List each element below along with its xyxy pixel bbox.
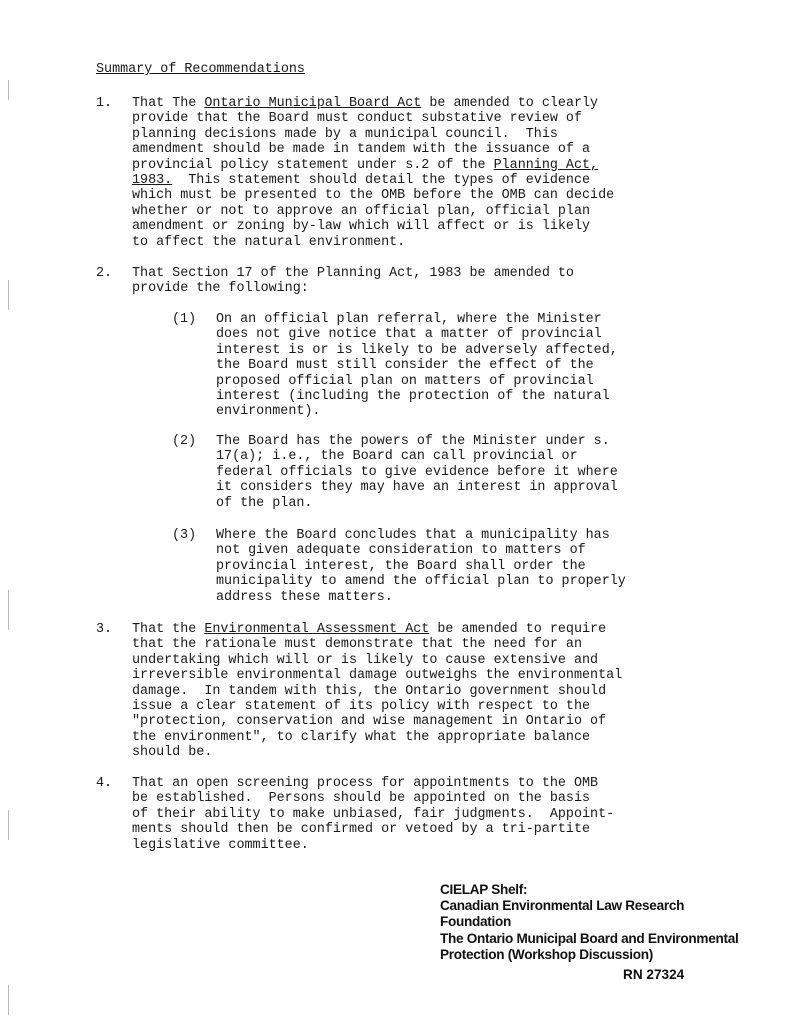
scan-margin-mark [8,985,9,1015]
scan-margin-mark [8,590,9,630]
item-number: 1. [96,96,113,111]
act-name: Ontario Municipal Board Act [204,96,422,111]
item-text: That an open screening process for appointments to the OMB be established. Persons should be appointed on the basis of their ability to make unbiased, fair judgments. Appoint- ments should then be confirmed or vetoed by a tri-partite legislative committee. [132,776,615,853]
sub-item-number: (3) [172,528,197,543]
item-number: 4. [96,776,113,791]
sub-item-3 [172,528,732,605]
sub-item-1 [172,312,732,420]
item-text: That Section 17 of the Planning Act, 1983 be amended to provide the following: [132,266,574,297]
scan-margin-mark [8,280,9,310]
recommendation-2 [96,266,746,297]
item-text: That The Ontario Municipal Board Act be amended to clearly provide that the Board must conduct substative review of planning decisions made by a municipal council. This amendment should be made in tandem with the issuance of a provincial policy statement under s.2 of the Planning Act, 1983. This statement should detail the types of evidence which must be presented to the OMB before the OMB can decide whether or not to approve an official plan, official plan amendment or zoning by-law which will affect or is likely to affect the natural environment. [132,96,615,250]
recommendation-3 [96,622,746,761]
stamp-organization-cont: Foundation [440,914,511,930]
act-name: Planning Act, 1983. [132,157,599,189]
stamp-document-title: The Ontario Municipal Board and Environmental [440,930,739,946]
sub-item-text: On an official plan referral, where the Minister does not give notice that a matter of provincial interest is or is likely to be adversely affected, the Board must still consider the effect of the proposed official plan on matters of provincial interest (including the protection of the natural environment). [216,312,618,420]
sub-item-2 [172,434,732,511]
sub-item-number: (1) [172,312,197,327]
record-number: RN 27324 [623,967,685,982]
sub-item-number: (2) [172,434,197,449]
scan-margin-mark [8,80,9,100]
sub-item-text: Where the Board concludes that a municipality has not given adequate consideration to matters of provincial interest, the Board shall order the municipality to amend the official plan to properly address these matters. [216,528,626,605]
scan-margin-mark [8,810,9,840]
act-name: Environmental Assessment Act [204,622,430,637]
stamp-organization: Canadian Environmental Law Research [440,898,685,914]
catalog-stamp [440,882,780,963]
stamp-document-title-cont: Protection (Workshop Discussion) [440,946,653,962]
sub-item-text: The Board has the powers of the Minister under s. 17(a); i.e., the Board can call provincial or federal officials to give evidence before it where it considers they may have an interest in approval of the plan. [216,434,618,511]
stamp-shelf-label: CIELAP Shelf: [440,882,528,897]
recommendation-1 [96,96,746,250]
recommendation-4 [96,776,746,853]
item-number: 2. [96,266,113,281]
page-title: Summary of Recommendations [96,62,305,77]
item-number: 3. [96,622,113,637]
item-text: That the Environmental Assessment Act be amended to require that the rationale must demonstrate that the need for an undertaking which will or is likely to cause extensive and irreversible environmental damage outweighs the environmental damage. In tandem with this, the Ontario government should issue a clear statement of its policy with respect to the "protection, conservation and wise management in Ontario of the environment", to clarify what the appropriate balance should be. [132,622,623,761]
